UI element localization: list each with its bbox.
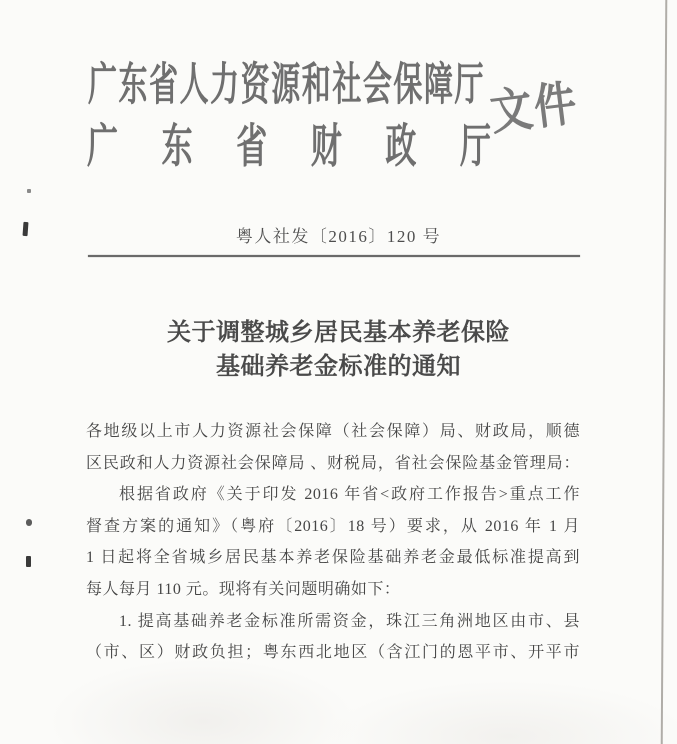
body-text-line: 根据省政府《关于印发 2016 年省<政府工作报告>重点工作: [119, 486, 580, 504]
scan-binding-mark: [26, 556, 31, 567]
body-text-line: 1. 提高基础养老金标准所需资金，珠江三角洲地区由市、县: [119, 612, 580, 630]
document-body: [86, 416, 580, 669]
document-title-line2: 基础养老金标准的通知: [216, 354, 461, 380]
letterhead-doc-type-label: 文件: [487, 77, 582, 142]
body-text-line: 1 日起将全省城乡居民基本养老保险基础养老金最低标准提高到: [86, 549, 580, 567]
body-text-line: 每人每月 110 元。现将有关问题明确如下：: [86, 580, 401, 598]
body-text-line: 各地级以上市人力资源社会保障（社会保障）局、财政局，顺德: [86, 423, 580, 440]
letterhead-divider-rule: [88, 255, 580, 257]
document-title: [0, 316, 677, 384]
document-title-line1: 关于调整城乡居民基本养老保险: [167, 320, 510, 346]
document-reference-number: 粤人社发〔2016〕120 号: [235, 227, 442, 246]
body-text-line: 区民政和人力资源社会保障局 、财税局，省社会保险基金管理局：: [86, 454, 580, 472]
scan-binding-mark: [26, 519, 32, 526]
scan-binding-mark: [27, 189, 31, 193]
body-text-line: （市、区）财政负担；粤东西北地区（含江门的恩平市、开平市: [86, 644, 580, 662]
letterhead-agency-line2: 广东省财政厅: [87, 120, 491, 173]
letterhead-agency-line1: 广东省人力资源和社会保障厅: [88, 60, 484, 111]
body-text-line: 督查方案的通知》（粤府〔2016〕18 号）要求，从 2016 年 1 月: [86, 517, 580, 535]
